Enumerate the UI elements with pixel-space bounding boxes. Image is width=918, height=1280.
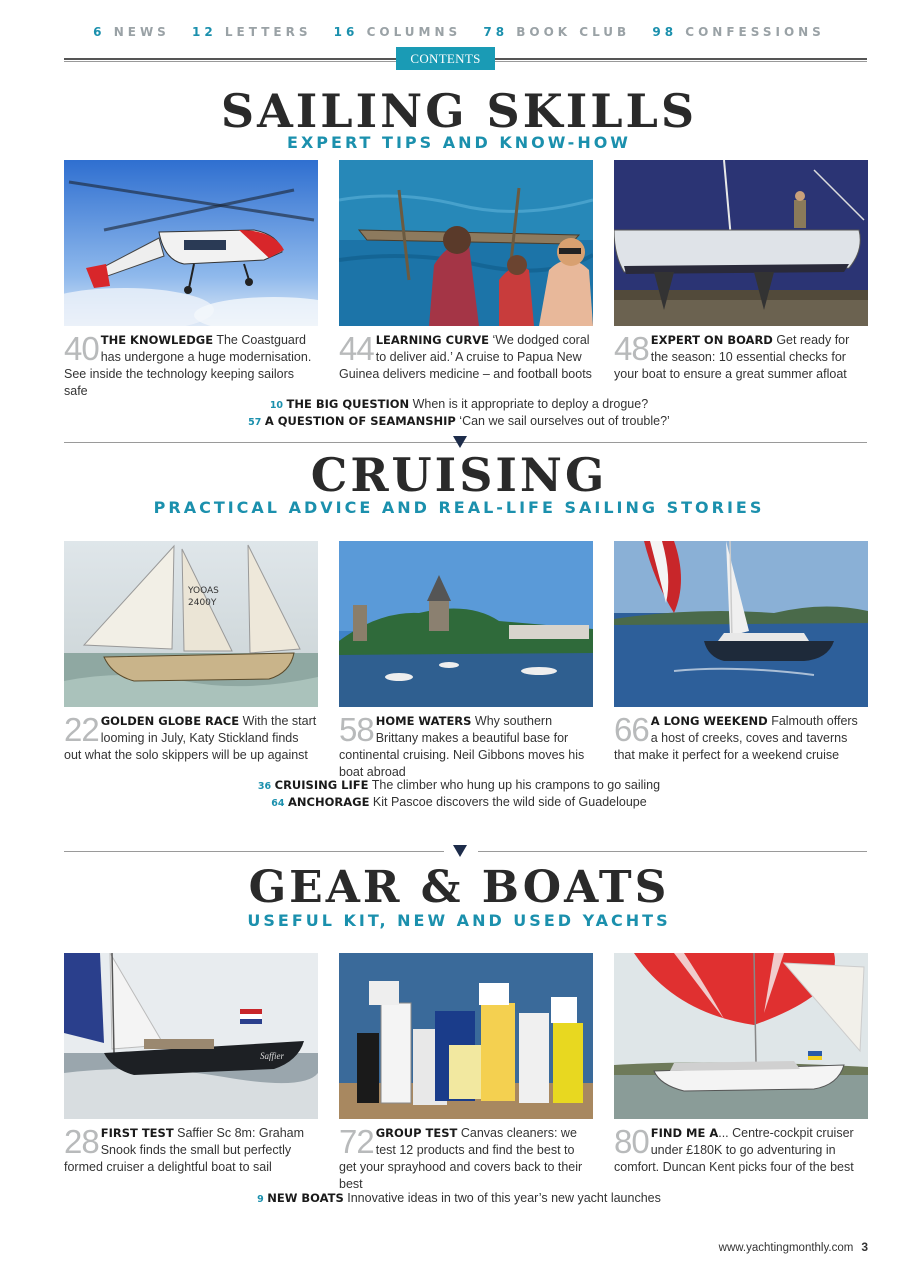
mini-item-question-of-seamanship[interactable]: 57 A QUESTION OF SEAMANSHIP ‘Can we sail ourselves out of trouble?’ (248, 414, 670, 428)
feature-card-learning-curve[interactable] (339, 160, 593, 383)
sail-mark: YOOAS (188, 586, 219, 596)
feature-card-a-long-weekend[interactable] (614, 541, 868, 764)
feature-kicker: FIND ME A (650, 1126, 719, 1140)
section-divider (64, 845, 867, 859)
feature-text: Canvas cleaners: we test 12 products and find the best to get your sprayhood and covers back to their best (339, 1126, 583, 1191)
feature-text: With the start looming in July, Katy Stickland finds out what the solo skippers will be up against (64, 714, 317, 762)
sail-number: 2400Y (188, 598, 217, 608)
mini-item-cruising-life[interactable]: 36 CRUISING LIFE The climber who hung up his crampons to go sailing (257, 778, 661, 792)
feature-kicker: GROUP TEST (375, 1126, 458, 1140)
feature-card-group-test[interactable] (339, 953, 593, 1193)
feature-caption (64, 1125, 318, 1176)
saffier-daysailer-photo (64, 953, 318, 1119)
feature-kicker: GOLDEN GLOBE RACE (100, 714, 240, 728)
feature-text: Falmouth offers a host of creeks, coves and taverns that make it perfect for a weekend cruise (614, 714, 858, 762)
feature-caption (614, 332, 868, 383)
section-title-gear-and-boats: GEAR & BOATS (248, 862, 670, 913)
page-number: 58 (339, 711, 374, 748)
footer-page-number: 3 (861, 1240, 868, 1254)
feature-text: ... Centre-cockpit cruiser under £180K to go adventuring in comfort. Duncan Kent picks four of the best (614, 1126, 854, 1174)
section-subtitle-sailing-skills: EXPERT TIPS AND KNOW-HOW (287, 133, 631, 152)
hull-name: Saffier (260, 1051, 284, 1061)
feature-card-expert-on-board[interactable] (614, 160, 868, 383)
page-number: 80 (614, 1123, 649, 1160)
section-nav (0, 25, 918, 39)
brittany-harbour-photo (339, 541, 593, 707)
feature-kicker: EXPERT ON BOARD (650, 333, 773, 347)
mini-item-big-question[interactable]: 10 THE BIG QUESTION When is it appropriate to deploy a drogue? (269, 397, 649, 411)
nav-item-letters[interactable]: 12 LETTERS (192, 25, 312, 39)
mini-item-anchorage[interactable]: 64 ANCHORAGE Kit Pascoe discovers the wild side of Guadeloupe (271, 795, 647, 809)
feature-card-home-waters[interactable] (339, 541, 593, 781)
feature-card-golden-globe-race[interactable] (64, 541, 318, 764)
section-subtitle-gear-and-boats: USEFUL KIT, NEW AND USED YACHTS (247, 911, 671, 930)
feature-caption (339, 1125, 593, 1193)
feature-text: The Coastguard has undergone a huge modernisation. See inside the technology keeping sailors safe (64, 333, 312, 398)
page-number: 44 (339, 330, 374, 367)
yacht-with-spinnaker-photo (614, 541, 868, 707)
contents-tab: CONTENTS (396, 47, 495, 70)
page-number: 66 (614, 711, 649, 748)
feature-card-find-me-a[interactable] (614, 953, 868, 1176)
page-number: 40 (64, 330, 99, 367)
feature-kicker: A LONG WEEKEND (650, 714, 768, 728)
footer-url[interactable]: www.yachtingmonthly.com (718, 1242, 854, 1254)
feature-kicker: FIRST TEST (100, 1126, 174, 1140)
feature-card-first-test[interactable] (64, 953, 318, 1176)
feature-text: Get ready for the season: 10 essential checks for your boat to ensure a great summer afloat (614, 333, 850, 381)
feature-kicker: THE KNOWLEDGE (100, 333, 214, 347)
section-title-cruising: CRUISING (310, 448, 608, 502)
feature-caption (614, 1125, 868, 1176)
cleaning-products-photo (339, 953, 593, 1119)
page-number: 72 (339, 1123, 374, 1160)
mini-item-new-boats[interactable]: 9 NEW BOATS Innovative ideas in two of this year’s new yacht launches (257, 1191, 661, 1205)
page-footer (719, 1240, 868, 1254)
red-gennaker-cruiser-photo (614, 953, 868, 1119)
nav-item-confessions[interactable]: 98 CONFESSIONS (652, 25, 825, 39)
nav-item-book-club[interactable]: 78 BOOK CLUB (483, 25, 631, 39)
page-number: 22 (64, 711, 99, 748)
page-number: 48 (614, 330, 649, 367)
feature-caption (339, 713, 593, 781)
coastguard-helicopter-photo (64, 160, 318, 326)
feature-text: ‘We dodged coral to deliver aid.’ A cruise to Papua New Guinea delivers medicine – and football boots (339, 333, 592, 381)
ketch-under-sail-photo (64, 541, 318, 707)
yacht-on-hardstanding-photo (614, 160, 868, 326)
feature-caption (64, 713, 318, 764)
feature-kicker: LEARNING CURVE (375, 333, 490, 347)
nav-item-columns[interactable]: 16 COLUMNS (333, 25, 462, 39)
feature-card-the-knowledge[interactable] (64, 160, 318, 400)
feature-caption (64, 332, 318, 400)
feature-caption (614, 713, 868, 764)
down-arrow-icon (453, 845, 467, 857)
section-subtitle-cruising: PRACTICAL ADVICE AND REAL-LIFE SAILING STORIES (153, 498, 765, 517)
nav-item-news[interactable]: 6 NEWS (93, 25, 170, 39)
feature-text: Why southern Brittany makes a beautiful base for continental cruising. Neil Gibbons moves his boat abroad (339, 714, 585, 779)
page-number: 28 (64, 1123, 99, 1160)
feature-caption (339, 332, 593, 383)
down-arrow-icon (453, 436, 467, 448)
feature-kicker: HOME WATERS (375, 714, 472, 728)
feature-text: Saffier Sc 8m: Graham Snook finds the small but perfectly formed cruiser a delightful boat to sail (64, 1126, 305, 1174)
outrigger-canoe-photo (339, 160, 593, 326)
section-title-sailing-skills: SAILING SKILLS (220, 84, 698, 138)
